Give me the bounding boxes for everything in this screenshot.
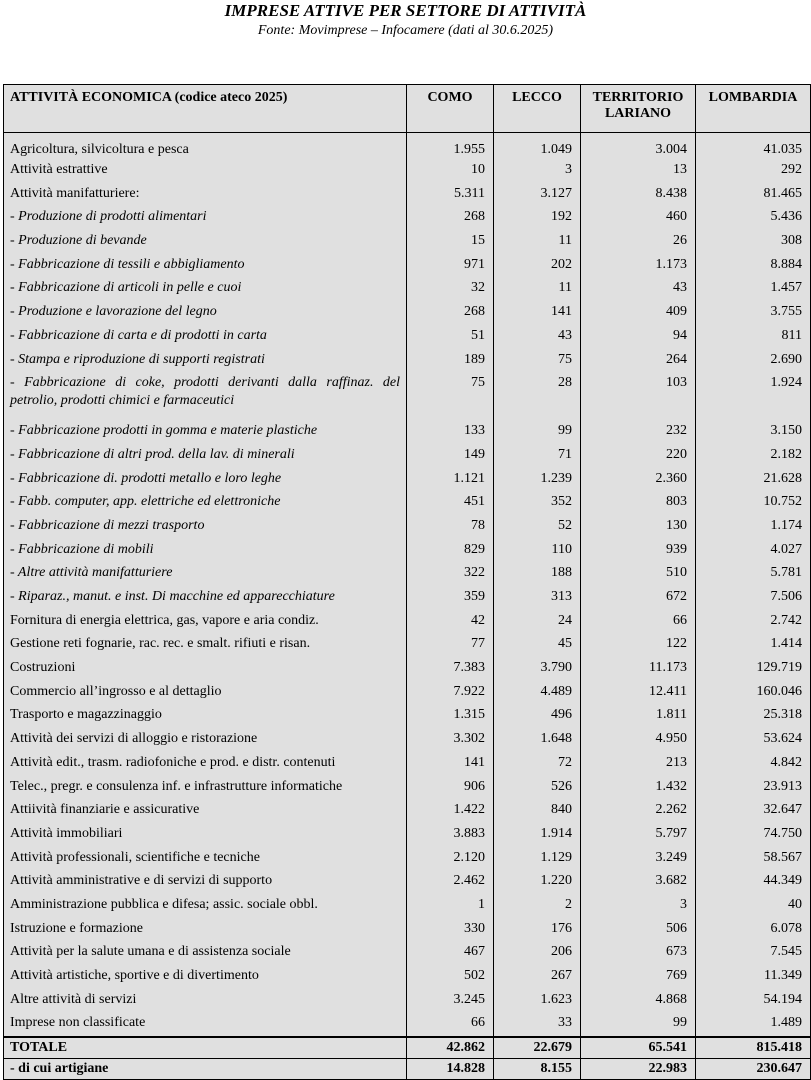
cell-lombardia: 23.913 [696,776,811,800]
cell-como: 5.311 [407,183,494,207]
row-label: Amministrazione pubblica e difesa; assic. sociale obbl. [4,894,407,918]
cell-como: 467 [407,941,494,965]
row-label: Altre attività di servizi [4,989,407,1013]
row-label: - Altre attività manifatturiere [4,562,407,586]
table-row [4,206,811,230]
row-label: TOTALE [4,1037,407,1059]
cell-territorio-lariano: 3.004 [581,133,696,160]
cell-territorio-lariano: 2.262 [581,799,696,823]
cell-como: 322 [407,562,494,586]
cell-como: 1.315 [407,704,494,728]
row-label: - Fabbricazione di carta e di prodotti in carta [4,325,407,349]
row-label: - Fabbricazione di altri prod. della lav. di minerali [4,444,407,468]
row-label: Attività dei servizi di alloggio e ristorazione [4,728,407,752]
cell-lombardia: 308 [696,230,811,254]
cell-como: 3.883 [407,823,494,847]
cell-como: 3.302 [407,728,494,752]
cell-lombardia: 81.465 [696,183,811,207]
cell-como: 3.245 [407,989,494,1013]
cell-lombardia: 160.046 [696,681,811,705]
cell-lecco: 2 [494,894,581,918]
cell-lecco: 1.914 [494,823,581,847]
cell-lombardia: 3.150 [696,420,811,444]
cell-lecco: 496 [494,704,581,728]
cell-lombardia: 53.624 [696,728,811,752]
cell-como: 66 [407,1012,494,1037]
table-row [4,562,811,586]
cell-lecco: 11 [494,277,581,301]
cell-como: 971 [407,254,494,278]
table-row [4,183,811,207]
table-row [4,704,811,728]
cell-territorio-lariano: 232 [581,420,696,444]
table-row [4,230,811,254]
cell-territorio-lariano: 3 [581,894,696,918]
cell-como: 7.383 [407,657,494,681]
cell-como: 906 [407,776,494,800]
cell-territorio-lariano: 769 [581,965,696,989]
cell-lombardia: 292 [696,159,811,183]
table-title: IMPRESE ATTIVE PER SETTORE DI ATTIVITÀ [224,1,587,20]
cell-como: 1.422 [407,799,494,823]
cell-lecco: 176 [494,918,581,942]
cell-como: 77 [407,633,494,657]
cell-lombardia: 2.182 [696,444,811,468]
cell-como: 2.462 [407,870,494,894]
cell-como: 451 [407,491,494,515]
table-row [4,444,811,468]
table-row [4,633,811,657]
cell-territorio-lariano: 13 [581,159,696,183]
cell-lecco: 1.623 [494,989,581,1013]
row-label: Gestione reti fognarie, rac. rec. e smalt. rifiuti e risan. [4,633,407,657]
table-body [4,133,811,1038]
column-header-lecco: LECCO [494,85,581,133]
cell-territorio-lariano: 213 [581,752,696,776]
cell-territorio-lariano: 94 [581,325,696,349]
cell-lombardia: 811 [696,325,811,349]
cell-lombardia: 1.414 [696,633,811,657]
header-row [4,85,811,133]
cell-lombardia: 1.174 [696,515,811,539]
table-row [4,372,811,420]
table-row [4,799,811,823]
cell-territorio-lariano: 43 [581,277,696,301]
imprese-table [3,84,811,1080]
cell-territorio-lariano: 26 [581,230,696,254]
cell-lombardia: 7.545 [696,941,811,965]
cell-lecco: 3.127 [494,183,581,207]
row-label: Attività professionali, scientifiche e tecniche [4,847,407,871]
cell-territorio-lariano: 65.541 [581,1037,696,1059]
row-label: - Riparaz., manut. e inst. Di macchine ed apparecchiature [4,586,407,610]
cell-como: 829 [407,539,494,563]
row-label: Attività immobiliari [4,823,407,847]
table-row [4,301,811,325]
table-row [4,133,811,160]
row-label: Telec., pregr. e consulenza inf. e infrastrutture informatiche [4,776,407,800]
table-row [4,277,811,301]
cell-lombardia: 1.489 [696,1012,811,1037]
table-row [4,515,811,539]
cell-como: 1.955 [407,133,494,160]
cell-lecco: 24 [494,610,581,634]
cell-territorio-lariano: 66 [581,610,696,634]
cell-lombardia: 4.842 [696,752,811,776]
cell-territorio-lariano: 1.432 [581,776,696,800]
cell-lecco: 1.239 [494,468,581,492]
cell-territorio-lariano: 506 [581,918,696,942]
cell-lecco: 141 [494,301,581,325]
cell-territorio-lariano: 264 [581,349,696,373]
cell-como: 133 [407,420,494,444]
table-row [4,965,811,989]
cell-lecco: 267 [494,965,581,989]
cell-lombardia: 1.924 [696,372,811,420]
cell-territorio-lariano: 460 [581,206,696,230]
cell-lecco: 71 [494,444,581,468]
cell-lombardia: 10.752 [696,491,811,515]
cell-territorio-lariano: 220 [581,444,696,468]
cell-como: 189 [407,349,494,373]
table-row [4,752,811,776]
cell-lombardia: 5.781 [696,562,811,586]
table-row [4,610,811,634]
cell-territorio-lariano: 130 [581,515,696,539]
cell-territorio-lariano: 4.950 [581,728,696,752]
cell-lombardia: 21.628 [696,468,811,492]
cell-lecco: 45 [494,633,581,657]
cell-territorio-lariano: 103 [581,372,696,420]
row-label: - Fabbricazione di. prodotti metallo e loro leghe [4,468,407,492]
cell-lombardia: 44.349 [696,870,811,894]
cell-lecco: 33 [494,1012,581,1037]
cell-lecco: 1.648 [494,728,581,752]
cell-territorio-lariano: 409 [581,301,696,325]
cell-lecco: 75 [494,349,581,373]
cell-lombardia: 7.506 [696,586,811,610]
cell-lombardia: 815.418 [696,1037,811,1059]
cell-territorio-lariano: 510 [581,562,696,586]
cell-como: 2.120 [407,847,494,871]
cell-lecco: 1.220 [494,870,581,894]
cell-territorio-lariano: 939 [581,539,696,563]
row-label: Attività edit., trasm. radiofoniche e prod. e distr. contenuti [4,752,407,776]
cell-como: 78 [407,515,494,539]
cell-territorio-lariano: 99 [581,1012,696,1037]
cell-lombardia: 2.690 [696,349,811,373]
table-row [4,776,811,800]
cell-lombardia: 2.742 [696,610,811,634]
cell-lecco: 192 [494,206,581,230]
cell-lombardia: 74.750 [696,823,811,847]
cell-lombardia: 40 [696,894,811,918]
table-row [4,539,811,563]
cell-como: 75 [407,372,494,420]
cell-territorio-lariano: 3.682 [581,870,696,894]
cell-lombardia: 54.194 [696,989,811,1013]
cell-lecco: 72 [494,752,581,776]
cell-como: 7.922 [407,681,494,705]
cell-lecco: 52 [494,515,581,539]
row-label: Attività estrattive [4,159,407,183]
table-row [4,847,811,871]
cell-lecco: 352 [494,491,581,515]
cell-lombardia: 5.436 [696,206,811,230]
cell-lombardia: 6.078 [696,918,811,942]
row-label: - Fabb. computer, app. elettriche ed elettroniche [4,491,407,515]
row-label: Costruzioni [4,657,407,681]
cell-lombardia: 129.719 [696,657,811,681]
row-label: - Produzione e lavorazione del legno [4,301,407,325]
cell-como: 330 [407,918,494,942]
column-header-territorio-lariano: TERRITORIO LARIANO [581,85,696,133]
cell-lecco: 99 [494,420,581,444]
row-label: - Fabbricazione di mobili [4,539,407,563]
cell-como: 1.121 [407,468,494,492]
column-header-lombardia: LOMBARDIA [696,85,811,133]
table-row [4,159,811,183]
cell-lombardia: 58.567 [696,847,811,871]
cell-lecco: 110 [494,539,581,563]
column-header-como: COMO [407,85,494,133]
row-label: Attività per la salute umana e di assistenza sociale [4,941,407,965]
table-row [4,491,811,515]
table-totals [4,1037,811,1080]
table-row [4,941,811,965]
cell-lecco: 188 [494,562,581,586]
cell-lecco: 3.790 [494,657,581,681]
cell-como: 359 [407,586,494,610]
table-row [4,1012,811,1037]
table-row [4,420,811,444]
row-label: - Produzione di bevande [4,230,407,254]
cell-como: 502 [407,965,494,989]
artigiane-row [4,1059,811,1080]
row-label: - di cui artigiane [4,1059,407,1080]
cell-lombardia: 8.884 [696,254,811,278]
cell-lombardia: 25.318 [696,704,811,728]
row-label: - Fabbricazione di coke, prodotti derivanti dalla raffinaz. del petrolio, prodotti chimici e farmaceutici [4,372,407,420]
cell-territorio-lariano: 4.868 [581,989,696,1013]
cell-territorio-lariano: 11.173 [581,657,696,681]
cell-territorio-lariano: 22.983 [581,1059,696,1080]
cell-territorio-lariano: 1.173 [581,254,696,278]
cell-lecco: 840 [494,799,581,823]
table-row [4,918,811,942]
row-label: Attività amministrative e di servizi di supporto [4,870,407,894]
table-row [4,254,811,278]
row-label: - Fabbricazione di articoli in pelle e cuoi [4,277,407,301]
table-row [4,870,811,894]
row-label: Trasporto e magazzinaggio [4,704,407,728]
cell-como: 51 [407,325,494,349]
row-label: - Fabbricazione di tessili e abbigliamento [4,254,407,278]
cell-lombardia: 11.349 [696,965,811,989]
cell-lecco: 1.049 [494,133,581,160]
cell-lecco: 202 [494,254,581,278]
row-label: Istruzione e formazione [4,918,407,942]
cell-lombardia: 1.457 [696,277,811,301]
cell-como: 1 [407,894,494,918]
cell-lecco: 22.679 [494,1037,581,1059]
table-row [4,823,811,847]
row-label: Imprese non classificate [4,1012,407,1037]
cell-territorio-lariano: 2.360 [581,468,696,492]
cell-territorio-lariano: 12.411 [581,681,696,705]
cell-lombardia: 32.647 [696,799,811,823]
total-row [4,1037,811,1059]
cell-territorio-lariano: 5.797 [581,823,696,847]
row-label: - Fabbricazione di mezzi trasporto [4,515,407,539]
row-label: Attiività finanziarie e assicurative [4,799,407,823]
table-row [4,989,811,1013]
row-label: Agricoltura, silvicoltura e pesca [4,133,407,160]
cell-lecco: 526 [494,776,581,800]
cell-lombardia: 4.027 [696,539,811,563]
cell-territorio-lariano: 8.438 [581,183,696,207]
cell-como: 141 [407,752,494,776]
row-label: Commercio all’ingrosso e al dettaglio [4,681,407,705]
cell-lecco: 1.129 [494,847,581,871]
table-row [4,657,811,681]
table-row [4,325,811,349]
cell-territorio-lariano: 673 [581,941,696,965]
cell-como: 268 [407,206,494,230]
cell-lombardia: 230.647 [696,1059,811,1080]
row-label: Attività manifatturiere: [4,183,407,207]
cell-lecco: 11 [494,230,581,254]
row-label: - Produzione di prodotti alimentari [4,206,407,230]
cell-territorio-lariano: 3.249 [581,847,696,871]
cell-como: 42.862 [407,1037,494,1059]
table-source: Fonte: Movimprese – Infocamere (dati al 30.6.2025) [257,23,554,38]
cell-como: 10 [407,159,494,183]
cell-lombardia: 3.755 [696,301,811,325]
row-label: Attività artistiche, sportive e di divertimento [4,965,407,989]
cell-como: 268 [407,301,494,325]
cell-territorio-lariano: 672 [581,586,696,610]
cell-territorio-lariano: 122 [581,633,696,657]
row-label: - Fabbricazione prodotti in gomma e materie plastiche [4,420,407,444]
table-row [4,586,811,610]
cell-lecco: 43 [494,325,581,349]
cell-lecco: 8.155 [494,1059,581,1080]
cell-lecco: 206 [494,941,581,965]
cell-como: 15 [407,230,494,254]
cell-lecco: 4.489 [494,681,581,705]
cell-como: 149 [407,444,494,468]
row-label: Fornitura di energia elettrica, gas, vapore e aria condiz. [4,610,407,634]
cell-territorio-lariano: 803 [581,491,696,515]
table-row [4,681,811,705]
table-row [4,349,811,373]
cell-lecco: 28 [494,372,581,420]
table-row [4,894,811,918]
cell-como: 32 [407,277,494,301]
cell-lombardia: 41.035 [696,133,811,160]
row-label: - Stampa e riproduzione di supporti registrati [4,349,407,373]
column-header-attivita: ATTIVITÀ ECONOMICA (codice ateco 2025) [4,85,407,133]
table-row [4,468,811,492]
cell-como: 42 [407,610,494,634]
cell-lecco: 313 [494,586,581,610]
cell-como: 14.828 [407,1059,494,1080]
table-row [4,728,811,752]
cell-territorio-lariano: 1.811 [581,704,696,728]
cell-lecco: 3 [494,159,581,183]
